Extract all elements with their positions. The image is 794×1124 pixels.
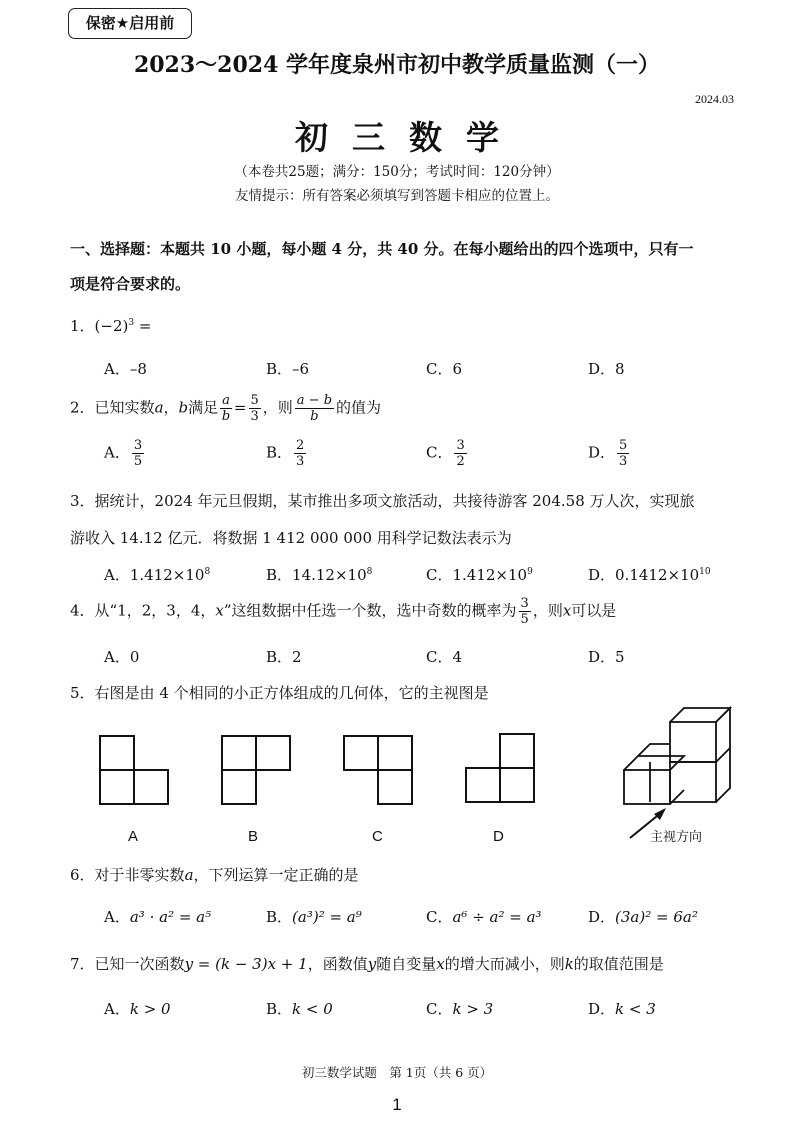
var-k: k [564, 955, 574, 973]
frac-den: 3 [250, 409, 259, 424]
q5-text: 右图是由 4 个相同的小正方体组成的几何体，它的主视图是 [94, 684, 489, 702]
question-number: 1． [70, 317, 95, 335]
figure-label-a: A [128, 828, 139, 845]
option-label: A． [104, 1000, 130, 1018]
question-number: 2． [70, 398, 95, 417]
frac-num: 2 [296, 438, 305, 453]
q6-option-a [104, 906, 211, 927]
question-4 [70, 596, 616, 627]
q1-option-d: D．8 [588, 360, 625, 378]
q2-option-a [104, 438, 146, 469]
fraction-5-over-3 [249, 393, 261, 424]
option-expr: k > 3 [452, 1000, 494, 1018]
q4-pre: 从“1，2，3，4， [94, 601, 216, 620]
q2-eq: = [233, 398, 247, 417]
exam-title: 2023～2024 学年度泉州市初中教学质量监测（一） [133, 52, 661, 78]
q2-then: ，则 [262, 398, 293, 417]
view-option-a [100, 736, 168, 804]
option-label: D． [588, 908, 616, 926]
option-exp: 9 [527, 567, 533, 577]
option-base: 1.412×10 [129, 566, 205, 584]
q1-base: (−2) [94, 317, 129, 335]
q2-mid: 满足 [188, 398, 219, 417]
option-expr: (3a)² = 6a² [615, 908, 698, 926]
frac-num: a − b [296, 393, 333, 408]
fraction-a-minus-b-over-b [295, 393, 334, 424]
var-a: a [184, 866, 194, 884]
figure-label-b: B [248, 828, 259, 845]
q1-option-a: A．–8 [104, 360, 147, 378]
view-option-c [344, 736, 412, 804]
var-x: x [436, 955, 445, 973]
var-x: x [562, 601, 572, 620]
option-label: C． [426, 443, 453, 462]
figure-label-d: D [493, 828, 504, 845]
q7-option-c [426, 998, 493, 1019]
option-label: D． [588, 443, 616, 462]
option-label: C． [426, 566, 453, 584]
q7-option-a [104, 998, 171, 1019]
q7-mid: ，函数值 [307, 955, 368, 973]
option-label: B． [266, 1000, 293, 1018]
question-2 [70, 393, 381, 424]
option-expr: (a³)² = a⁹ [292, 908, 362, 926]
q6-pre: 对于非零实数 [94, 866, 185, 884]
q3-option-a [104, 564, 210, 585]
option-label: A． [104, 443, 130, 462]
view-option-d [466, 734, 534, 802]
option-label: A． [104, 566, 130, 584]
q7-pre: 已知一次函数 [94, 955, 185, 973]
q3-option-c [426, 564, 533, 585]
q1-option-c: C．6 [426, 360, 463, 378]
frac-den: 2 [456, 454, 465, 469]
question-number: 6． [70, 866, 95, 884]
exam-date: 2024.03 [695, 92, 734, 106]
section-heading-line2: 项是符合要求的。 [70, 275, 191, 293]
option-fraction [454, 438, 466, 469]
var-a: a [154, 398, 164, 417]
option-exp: 10 [699, 567, 711, 577]
q3-line1: 据统计，2024 年元旦假期，某市推出多项文旅活动，共接待游客 204.58 万人次，实现旅 [94, 492, 695, 510]
option-base: 14.12×10 [292, 566, 367, 584]
frac-num: 5 [619, 438, 628, 453]
var-b: b [178, 398, 189, 417]
frac-num: 3 [520, 596, 529, 611]
q1-tail: = [134, 317, 152, 335]
q7-option-b [266, 998, 333, 1019]
fraction-3-over-5 [519, 596, 531, 627]
q7-post: 的取值范围是 [573, 955, 664, 973]
confidential-badge: 保密★启用前 [68, 8, 192, 39]
frac-den: 5 [520, 612, 529, 627]
frac-num: 3 [133, 438, 143, 453]
q1-exponent: 3 [128, 318, 135, 328]
frac-den: b [310, 409, 319, 424]
option-label: A． [104, 908, 130, 926]
q4-post: 可以是 [571, 601, 617, 620]
option-expr: a⁶ ÷ a² = a³ [452, 908, 542, 926]
q6-post: ，下列运算一定正确的是 [193, 866, 359, 884]
frac-den: 3 [619, 454, 628, 469]
q6-option-d [588, 906, 698, 927]
subject-title: 初三数学 [295, 118, 523, 157]
q2-pre: 已知实数 [94, 398, 155, 417]
q7-option-d [588, 998, 656, 1019]
frac-den: 3 [296, 454, 305, 469]
q4-option-b: B．2 [266, 648, 302, 666]
q4-then: ，则 [532, 601, 563, 620]
q4-option-c: C．4 [426, 648, 463, 666]
var-x: x [215, 601, 224, 620]
q7-mid2: 随自变量 [376, 955, 437, 973]
exam-info: （本卷共25题；满分：150分；考试时间：120分钟） [234, 164, 560, 180]
question-3-line2: 游收入 14.12 亿元．将数据 1 412 000 000 用科学记数法表示为 [70, 529, 512, 547]
var-y: y [367, 955, 377, 973]
question-1 [70, 315, 151, 336]
q2-option-c [426, 438, 469, 469]
option-exp: 8 [366, 567, 373, 577]
option-exp: 8 [204, 567, 211, 577]
frac-num: 3 [456, 438, 465, 453]
option-expr: k < 3 [615, 1000, 656, 1018]
section-heading-line1: 一、选择题：本题共 10 小题，每小题 4 分，共 40 分。在每小题给出的四个选项中，只有一 [70, 240, 694, 258]
q6-option-c [426, 906, 542, 927]
q4-option-d: D．5 [588, 648, 625, 666]
question-6 [70, 864, 359, 885]
option-label: C． [426, 1000, 453, 1018]
q2-post: 的值为 [336, 398, 382, 417]
question-3-line1 [70, 490, 695, 511]
q3-option-d [588, 564, 711, 585]
q1-option-b: B．–6 [266, 360, 310, 378]
option-label: B． [266, 443, 293, 462]
option-label: B． [266, 566, 293, 584]
question-number: 3． [70, 492, 95, 510]
question-number: 4． [70, 601, 95, 620]
q4-mid: ”这组数据中任选一个数，选中奇数的概率为 [223, 601, 517, 620]
frac-num: a [222, 393, 230, 408]
question-7 [70, 953, 664, 974]
option-expr: k > 0 [129, 1000, 171, 1018]
view-option-b [222, 736, 290, 804]
option-fraction [617, 438, 629, 469]
view-direction-label: 主视方向 [650, 830, 703, 845]
question-number: 7． [70, 955, 95, 973]
option-fraction [132, 438, 144, 469]
frac-den: 5 [133, 454, 143, 469]
q2-option-d [588, 438, 631, 469]
option-label: D． [588, 1000, 616, 1018]
option-expr: k < 0 [292, 1000, 333, 1018]
q2-option-b [266, 438, 308, 469]
frac-den: b [221, 409, 231, 424]
fraction-a-over-b [220, 393, 232, 424]
option-fraction [294, 438, 306, 469]
figure-label-c: C [372, 828, 383, 845]
page-number: 1 [392, 1095, 402, 1114]
option-label: B． [266, 908, 293, 926]
option-label: D． [588, 566, 616, 584]
q4-option-a: A．0 [104, 648, 140, 666]
option-expr: a³ · a² = a⁵ [129, 908, 212, 926]
page-footer: 初三数学试题 第 1页（共 6 页） [301, 1065, 493, 1080]
option-base: 0.1412×10 [615, 566, 700, 584]
option-label: C． [426, 908, 453, 926]
solid-figure [624, 708, 730, 804]
q7-func: y = (k − 3)x + 1 [184, 955, 308, 973]
option-base: 1.412×10 [452, 566, 528, 584]
q6-option-b [266, 906, 362, 927]
question-number: 5． [70, 684, 95, 702]
q3-option-b [266, 564, 372, 585]
exam-tip: 友情提示：所有答案必须填写到答题卡相应的位置上。 [235, 188, 559, 204]
frac-num: 5 [250, 393, 259, 408]
q7-mid3: 的增大而减小，则 [444, 955, 565, 973]
q2-sep: ， [163, 398, 179, 417]
